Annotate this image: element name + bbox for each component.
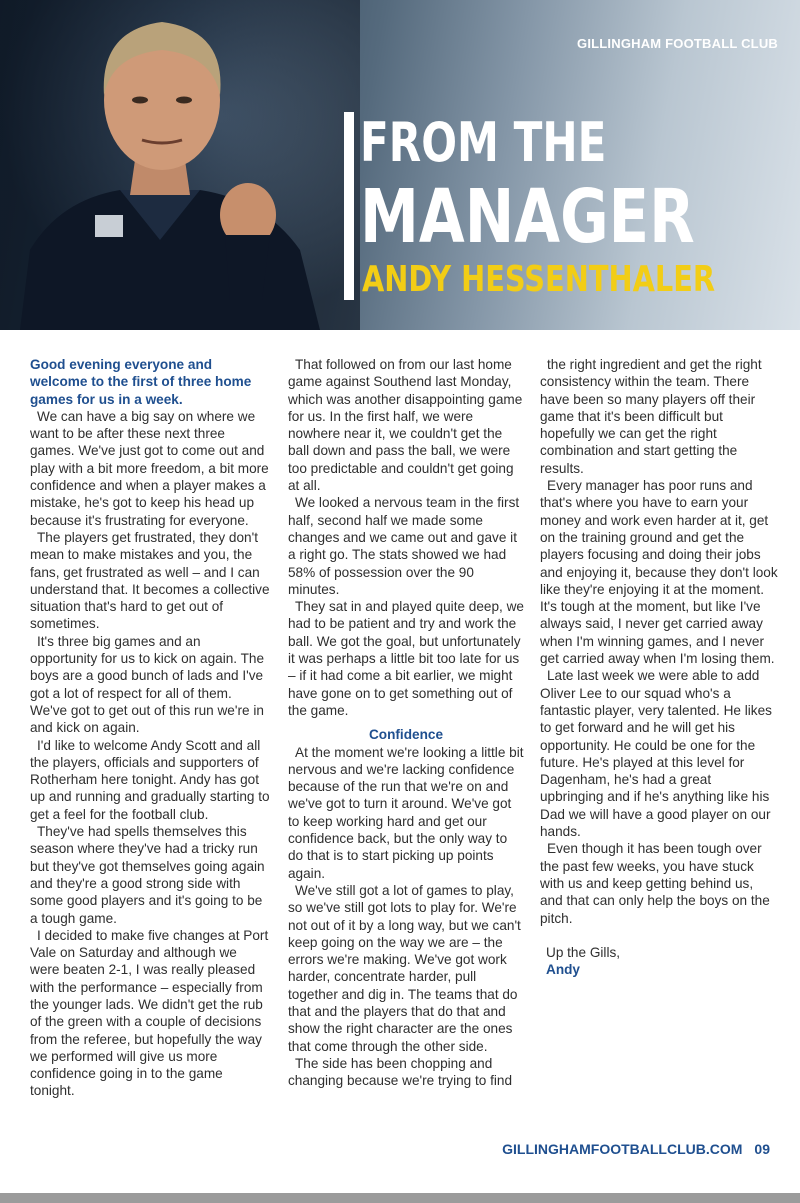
paragraph: Every manager has poor runs and that's where you have to earn your money and work even harder at it, get on the training ground and get the players focusing and doing their jobs and enjoying it, because they don't look like they're enjoying it at the moment. It's tough at the moment, but like I've always said, I never get carried away when I'm winning games, and I never get carried away when I'm losing them.: [540, 478, 778, 667]
scan-edge: [0, 1193, 800, 1203]
page-footer: [502, 1141, 770, 1157]
club-name: GILLINGHAM FOOTBALL CLUB: [577, 36, 778, 51]
manager-name: ANDY HESSENTHALER: [362, 259, 716, 300]
paragraph: At the moment we're looking a little bit nervous and we're lacking confidence because of the run that we're on and we've got to turn it around. We've got to keep working hard and get our confidence back, but the only way to do that is to start picking up points again.: [288, 744, 524, 881]
paragraph: That followed on from our last home game against Southend last Monday, which was another disappointing game for us. In the first half, we were nowhere near it, we couldn't get the ball down and pass the ball, we were too predictable and couldn't get going at all.: [288, 357, 523, 494]
header-banner: [0, 0, 800, 330]
signoff: [540, 944, 778, 979]
paragraph: We looked a nervous team in the first half, second half we made some changes and we came out and gave it a right go. The stats showed we had 58% of possession over the 90 minutes.: [288, 495, 520, 597]
page-title-line2: MANAGER: [360, 174, 695, 260]
article-column-1: [30, 356, 270, 1100]
article-column-3: [540, 356, 778, 978]
paragraph: It's three big games and an opportunity for us to kick on again. The boys are a good bunch of lads and I've got a lot of respect for all of them. We've got to get out of this run we're in and kick on again.: [30, 633, 265, 736]
article-column-2: [288, 356, 524, 1089]
page-number: 09: [754, 1141, 770, 1157]
paragraph: Even though it has been tough over the past few weeks, you have stuck with us and keep getting behind us, and that can only help the boys on the pitch.: [540, 841, 770, 926]
section-subheading: Confidence: [368, 727, 443, 743]
paragraph: The side has been chopping and changing because we're trying to find: [288, 1055, 513, 1089]
paragraph: They've had spells themselves this season where they've had a tricky run but they've got themselves going again and they're a good strong side with some good players and it's going to be a tough game.: [30, 824, 265, 926]
lead-paragraph: Good evening everyone and welcome to the first of three home games for us in a week.: [30, 357, 252, 407]
signature: Andy: [546, 962, 580, 978]
manager-photo-icon: [0, 0, 360, 330]
page-title-line1: FROM THE: [360, 111, 607, 174]
website-link[interactable]: GILLINGHAMFOOTBALLCLUB.COM: [502, 1141, 743, 1157]
paragraph: We've still got a lot of games to play, so we've still got lots to play for. We're not out of it by a long way, but we can't keep going on the way we are – the errors we're making. We've got work harder, concentrate harder, pull together and dig in. The teams that do that and the players that do that and show the right character are the ones that come through the other side.: [288, 882, 521, 1054]
title-divider: [344, 112, 354, 300]
paragraph: They sat in and played quite deep, we had to be patient and try and work the ball. We got the goal, but unfortunately it was perhaps a little bit too late for us – if it had come a bit earlier, we might have gone on to get something out of the game.: [288, 599, 524, 718]
paragraph: Late last week we were able to add Oliver Lee to our squad who's a fantastic player, very talented. He likes to get forward and he will get his opportunity. He could be one for the future. He's played at this level for Dagenham, he's had a great upbringing and if he's anything like his Dad we will have a good player on our hands.: [540, 668, 772, 840]
paragraph: the right ingredient and get the right consistency within the team. There have been so many players off their game that it's been difficult but hopefully we can get the right combination and start getting the results.: [540, 357, 762, 476]
signoff-text: Up the Gills,: [546, 944, 621, 960]
paragraph: I decided to make five changes at Port Vale on Saturday and although we were beaten 2-1, I was really pleased with the performance – especially from the younger lads. We didn't get the rub of the green with a couple of decisions from the referee, but hopefully the way we performed will give us more confidence going in to the game tonight.: [30, 927, 269, 1099]
paragraph: The players get frustrated, they don't mean to make mistakes and you, the fans, get frustrated as well – and I can understand that. It becomes a collective situation that's hard to get out of sometimes.: [30, 529, 270, 632]
paragraph: I'd like to welcome Andy Scott and all the players, officials and supporters of Rotherham here tonight. Andy has got up and running and gradually starting to get a feel for the football club.: [30, 737, 270, 822]
paragraph: We can have a big say on where we want to be after these next three games. We've just got to come out and play with a bit more freedom, a bit more confidence and when a player makes a mistake, he's got to keep his head up because it's frustrating for everyone.: [30, 408, 269, 528]
